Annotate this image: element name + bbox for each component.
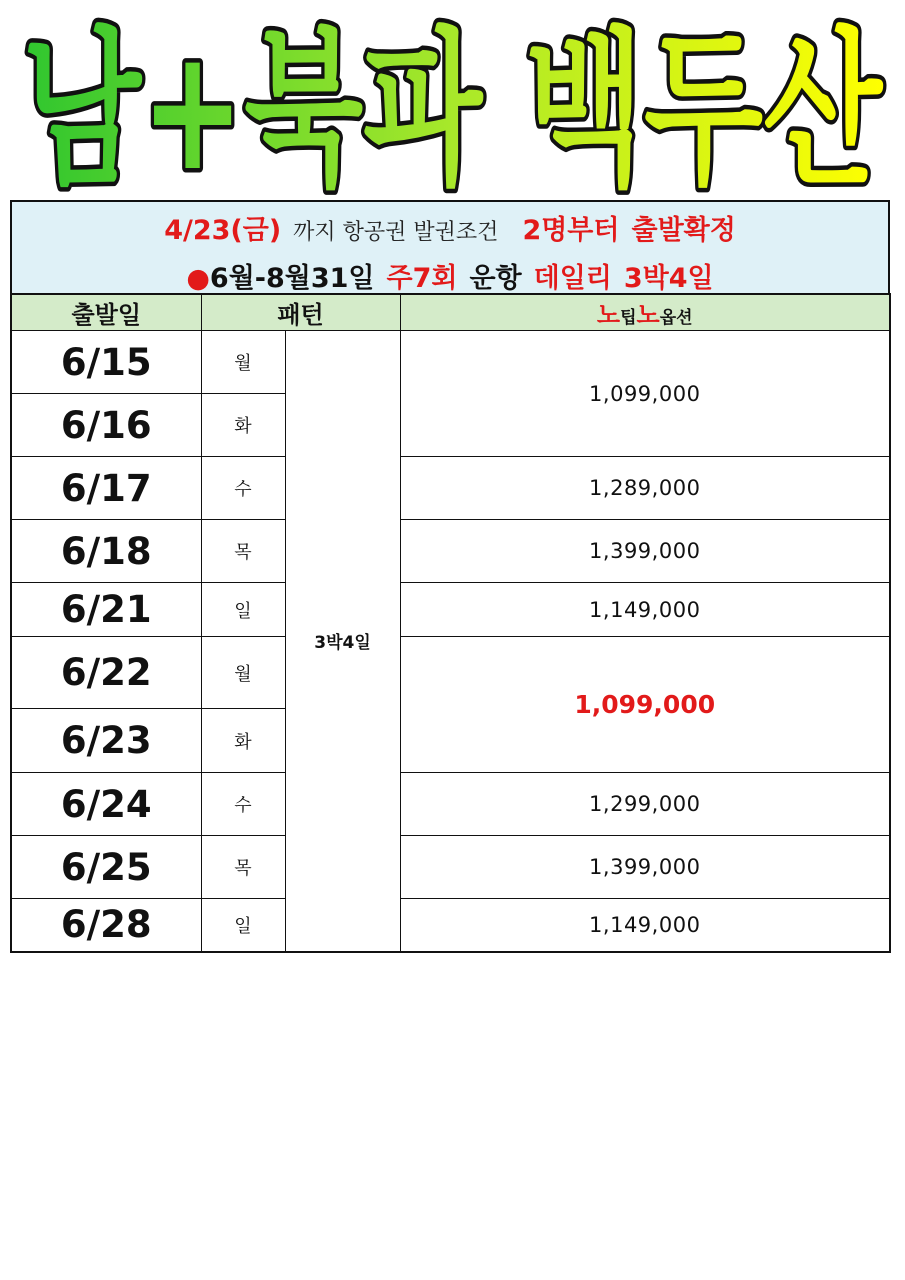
price-cell-highlight: 1,099,000 — [400, 637, 890, 773]
deadline-date: 4/23(금) — [164, 215, 282, 246]
departure-date: 6/15 — [11, 331, 201, 394]
ticketing-condition: 까지 항공권 발권조건 — [293, 220, 499, 245]
header-pattern: 패턴 — [201, 294, 400, 331]
table-row — [11, 899, 890, 952]
departure-confirmed: 출발확정 — [631, 215, 736, 246]
table-row — [11, 583, 890, 637]
service-period: 6월-8월31일 — [209, 263, 375, 294]
departure-date: 6/24 — [11, 773, 201, 836]
weekday: 화 — [201, 709, 285, 773]
departure-date: 6/25 — [11, 836, 201, 899]
price-cell: 1,149,000 — [400, 899, 890, 952]
departure-date: 6/16 — [11, 394, 201, 457]
weekday: 목 — [201, 520, 285, 583]
price-cell: 1,099,000 — [400, 331, 890, 457]
notice-box — [10, 200, 890, 294]
table-row — [11, 520, 890, 583]
service-label: 운항 — [469, 263, 522, 294]
departure-date: 6/28 — [11, 899, 201, 952]
daily-label: 데일리 — [533, 263, 612, 294]
title-banner — [0, 0, 905, 200]
notice-line-1 — [12, 208, 888, 247]
table-row — [11, 773, 890, 836]
weekday: 수 — [201, 457, 285, 520]
weekday: 일 — [201, 583, 285, 637]
weekday: 월 — [201, 331, 285, 394]
weekday: 화 — [201, 394, 285, 457]
header-date: 출발일 — [11, 294, 201, 331]
notice-line-2 — [12, 256, 888, 295]
header-option-b: 팁 — [620, 308, 637, 328]
table-row — [11, 637, 890, 709]
table-header-row — [11, 294, 890, 331]
header-option-c: 노 — [636, 301, 660, 329]
pattern-cell: 3박4일 — [285, 331, 400, 952]
departure-date: 6/18 — [11, 520, 201, 583]
nights-label: 3박4일 — [623, 263, 714, 294]
table-row — [11, 836, 890, 899]
price-cell: 1,399,000 — [400, 520, 890, 583]
departure-date: 6/23 — [11, 709, 201, 773]
departure-date: 6/17 — [11, 457, 201, 520]
price-cell: 1,299,000 — [400, 773, 890, 836]
weekday: 목 — [201, 836, 285, 899]
header-option-a: 노 — [596, 301, 621, 329]
departure-date: 6/21 — [11, 583, 201, 637]
weekly-frequency: 주7회 — [386, 263, 458, 294]
price-cell: 1,399,000 — [400, 836, 890, 899]
schedule-table — [10, 293, 891, 953]
page-title: 남+북파 백두산 — [22, 12, 884, 200]
min-people: 2명부터 — [522, 215, 620, 246]
price-cell: 1,149,000 — [400, 583, 890, 637]
header-option — [400, 294, 890, 331]
weekday: 수 — [201, 773, 285, 836]
bullet-icon: ● — [186, 263, 210, 294]
weekday: 일 — [201, 899, 285, 952]
weekday: 월 — [201, 637, 285, 709]
table-row — [11, 331, 890, 394]
price-cell: 1,289,000 — [400, 457, 890, 520]
departure-date: 6/22 — [11, 637, 201, 709]
header-option-d: 옵션 — [659, 308, 693, 328]
table-row — [11, 457, 890, 520]
